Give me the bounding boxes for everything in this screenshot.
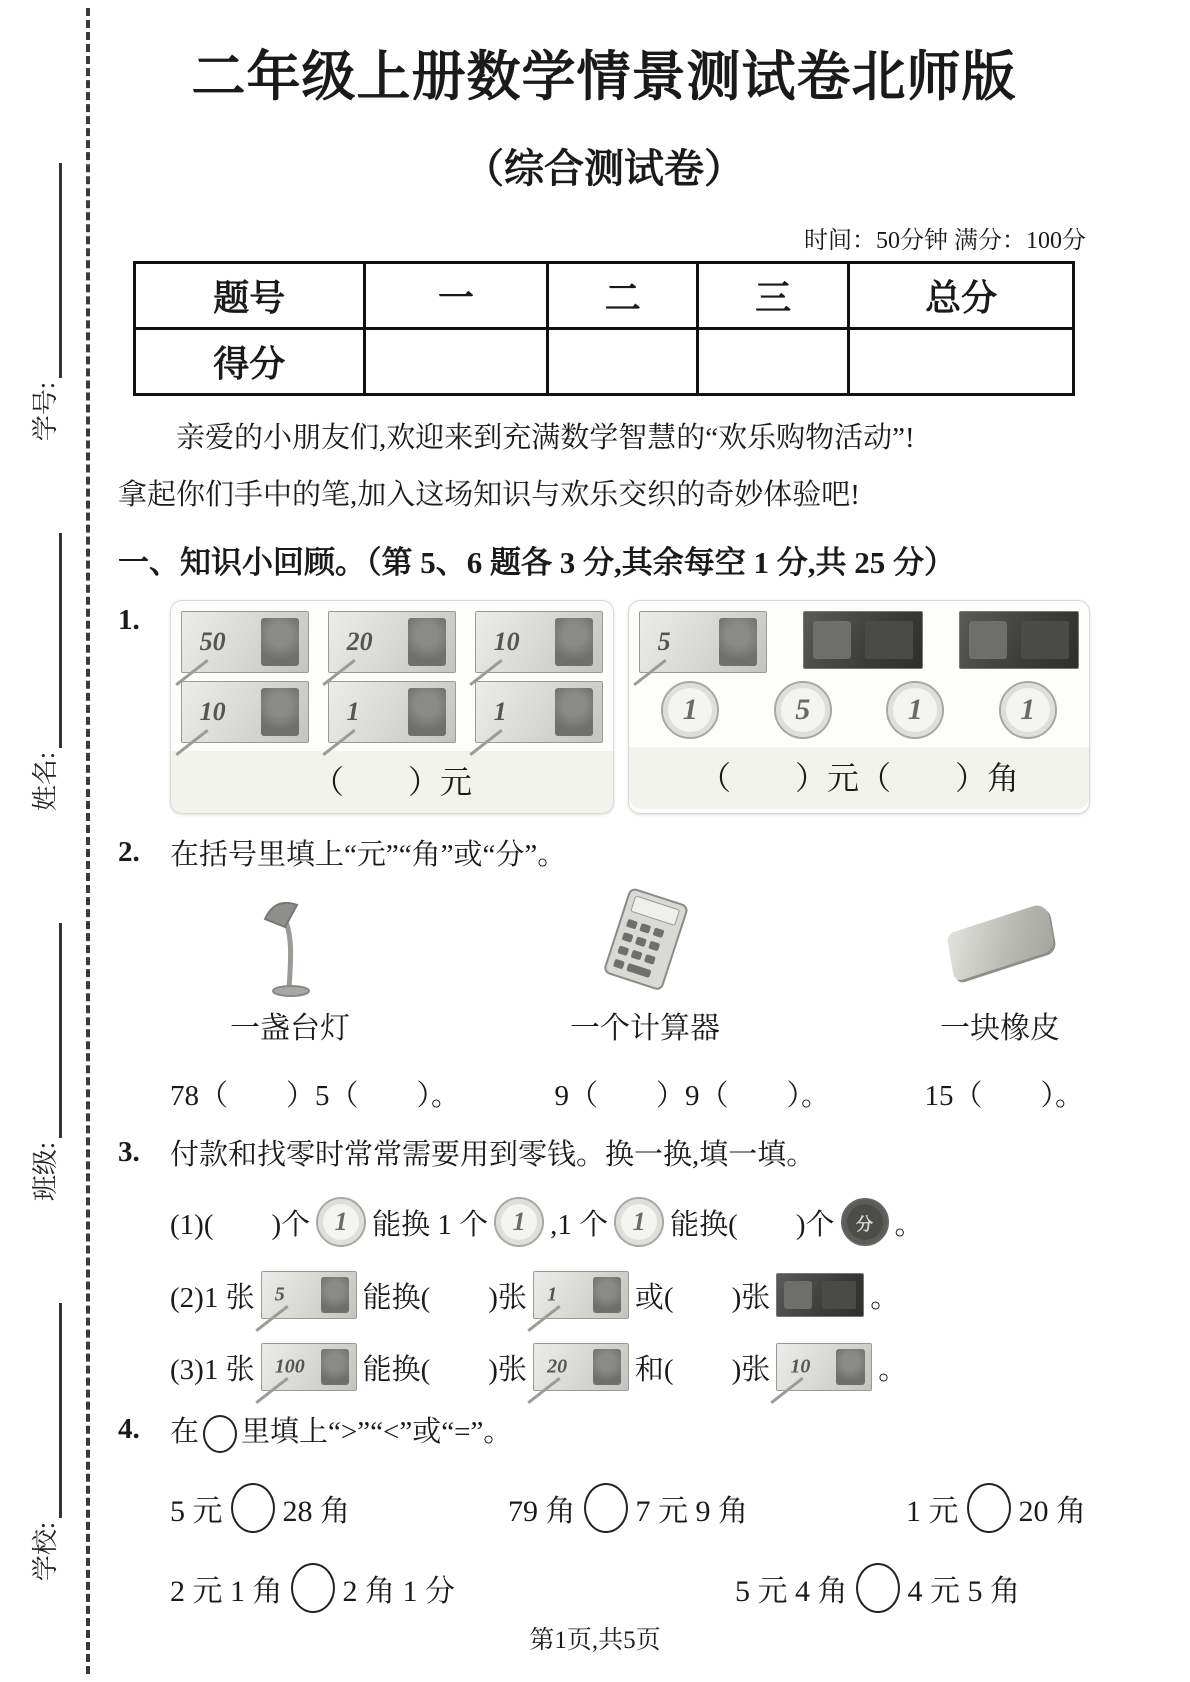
score-header-part2: 二: [548, 263, 698, 329]
q1-left-money-box: [170, 600, 614, 814]
q3-p1-text: 。: [894, 1208, 924, 1241]
q4-c2-left: 79 角: [508, 1495, 576, 1529]
coin-1fen-icon: 分: [841, 1198, 889, 1246]
jiao-banknote-icon: [959, 611, 1079, 669]
banknote-10-icon: 10: [776, 1343, 872, 1391]
q2-blank-lamp[interactable]: 78（ ）5（ ）。: [170, 1080, 461, 1113]
q4-comparison-4: [170, 1563, 455, 1613]
compare-circle-icon: [203, 1415, 237, 1453]
compare-circle-blank[interactable]: [291, 1563, 335, 1613]
question-3-number: 3.: [118, 1136, 140, 1169]
q4-comparison-5: [735, 1563, 1020, 1613]
score-table-header-row: [134, 263, 1074, 329]
q3-p1-text[interactable]: (1)( )个: [170, 1208, 311, 1241]
coin-1jiao-icon: 1: [614, 1197, 664, 1247]
q3-p2-text[interactable]: 能换( )张: [362, 1281, 527, 1314]
desk-lamp-icon: [230, 887, 350, 997]
q3-p3-text[interactable]: 能换( )张: [362, 1353, 527, 1386]
section1-heading: 一、知识小回顾。（第 5、6 题各 3 分,其余每空 1 分,共 25 分）: [118, 545, 955, 581]
student-id-blank[interactable]: [32, 163, 62, 378]
paper-title: 二年级上册数学情景测试卷北师版: [191, 47, 1017, 107]
q4-comparison-1: [170, 1483, 350, 1533]
q4-c2-right: 7 元 9 角: [635, 1495, 748, 1529]
q1-left-answer-blank[interactable]: （ ）元: [171, 751, 613, 813]
q4-c3-right: 20 角: [1018, 1495, 1086, 1529]
coin-5-icon: 5: [774, 681, 832, 739]
banknote-20-icon: 20: [533, 1343, 629, 1391]
compare-circle-blank[interactable]: [856, 1563, 900, 1613]
question-4-number: 4.: [118, 1413, 140, 1446]
q2-item-lamp-label: 一盏台灯: [230, 1012, 350, 1046]
jiao-banknote-icon: [803, 611, 923, 669]
q1-right-money-box: [628, 600, 1090, 814]
paper-main: [118, 0, 1090, 1613]
q3-p2-text[interactable]: 或( )张: [634, 1281, 771, 1314]
q2-blank-eraser[interactable]: 15（ ）。: [924, 1080, 1084, 1113]
score-row-label: 得分: [134, 329, 364, 395]
intro-paragraph: [118, 410, 1090, 523]
q4-text-pre: 在: [170, 1416, 200, 1449]
q3-part-3: [170, 1343, 1090, 1391]
compare-circle-blank[interactable]: [967, 1483, 1011, 1533]
score-header-total: 总分: [848, 263, 1074, 329]
q4-c4-left: 2 元 1 角: [170, 1575, 283, 1609]
jiao-banknote-icon: [776, 1273, 864, 1317]
calculator-icon: [570, 887, 720, 997]
class-blank[interactable]: [32, 923, 62, 1138]
q3-p3-text: (3)1 张: [170, 1353, 255, 1386]
compare-circle-blank[interactable]: [584, 1483, 628, 1533]
q3-p1-text[interactable]: 能换( )个: [670, 1208, 835, 1241]
question-4-text: [170, 1409, 1090, 1453]
question-3: [118, 1132, 1090, 1391]
student-name-field: [22, 472, 62, 872]
question-3-text: 付款和找零时常常需要用到零钱。换一换,填一填。: [170, 1139, 816, 1172]
q4-comparison-2: [508, 1483, 748, 1533]
q4-c1-left: 5 元: [170, 1495, 223, 1529]
banknote-20-icon: 20: [328, 611, 456, 673]
q3-part-2: [170, 1271, 1090, 1319]
q3-p1-text: ,1 个: [550, 1208, 609, 1241]
score-table-score-row: [134, 329, 1074, 395]
score-header-part3: 三: [698, 263, 848, 329]
q4-c4-right: 2 角 1 分: [342, 1575, 455, 1609]
q3-part-1: [170, 1197, 1090, 1247]
coin-1yuan-icon: 1: [494, 1197, 544, 1247]
banknote-5-icon: 5: [639, 611, 767, 673]
q4-comparison-3: [906, 1483, 1086, 1533]
q4-text-post: 里填上“>”“<”或“=”。: [241, 1416, 513, 1449]
q2-item-eraser: [940, 887, 1060, 1047]
banknote-5-icon: 5: [261, 1271, 357, 1319]
question-1: [118, 600, 1090, 814]
time-score-meta: 时间：50分钟 满分：100分: [804, 228, 1086, 254]
score-table: [133, 261, 1076, 396]
score-cell-total[interactable]: [848, 329, 1074, 395]
question-2-text: 在括号里填上“元”“角”或“分”。: [170, 839, 567, 872]
question-2: [118, 832, 1090, 1114]
q4-c3-left: 1 元: [906, 1495, 959, 1529]
score-cell-part3[interactable]: [698, 329, 848, 395]
q1-right-answer-blank[interactable]: （ ）元（ ）角: [629, 747, 1089, 809]
school-label: 学校:: [31, 1521, 60, 1582]
compare-circle-blank[interactable]: [231, 1483, 275, 1533]
paper-subtitle: （综合测试卷）: [464, 146, 744, 191]
eraser-icon: [940, 887, 1060, 997]
banknote-1-icon: 1: [328, 681, 456, 743]
q3-p1-text: 能换 1 个: [372, 1208, 489, 1241]
banknote-10-icon: 10: [475, 611, 603, 673]
score-header-part1: 一: [364, 263, 547, 329]
score-cell-part1[interactable]: [364, 329, 547, 395]
seal-dashed-line: [86, 8, 90, 1674]
q4-c1-right: 28 角: [282, 1495, 350, 1529]
class-label: 班级:: [31, 1141, 60, 1202]
q3-p2-text: 。: [870, 1281, 900, 1314]
student-id-label: 学号:: [31, 381, 60, 442]
banknote-1-icon: 1: [533, 1271, 629, 1319]
student-id-field: [22, 102, 62, 502]
q3-p2-text: (2)1 张: [170, 1281, 255, 1314]
coin-1jiao-icon: 1: [316, 1197, 366, 1247]
coin-1-icon: 1: [886, 681, 944, 739]
banknote-100-icon: 100: [261, 1343, 357, 1391]
q2-item-calculator: [570, 887, 720, 1047]
q4-c5-right: 4 元 5 角: [907, 1575, 1020, 1609]
coin-1-icon: 1: [661, 681, 719, 739]
banknote-10-icon: 10: [181, 681, 309, 743]
student-name-blank[interactable]: [32, 533, 62, 748]
question-4: [118, 1409, 1090, 1613]
q2-blank-calculator[interactable]: 9（ ）9（ ）。: [554, 1080, 830, 1113]
q2-item-lamp: [230, 887, 350, 1047]
student-name-label: 姓名:: [31, 751, 60, 812]
school-field: [22, 1242, 62, 1642]
q3-p3-text[interactable]: 和( )张: [634, 1353, 771, 1386]
class-field: [22, 862, 62, 1262]
banknote-50-icon: 50: [181, 611, 309, 673]
q4-c5-left: 5 元 4 角: [735, 1575, 848, 1609]
intro-line-1: 亲爱的小朋友们,欢迎来到充满数学智慧的“欢乐购物活动”!: [176, 422, 915, 454]
q2-item-eraser-label: 一块橡皮: [940, 1012, 1060, 1046]
q2-item-calculator-label: 一个计算器: [570, 1012, 720, 1046]
q3-p3-text: 。: [878, 1353, 908, 1386]
coin-1-icon: 1: [999, 681, 1057, 739]
question-1-number: 1.: [118, 604, 140, 637]
intro-line-2: 拿起你们手中的笔,加入这场知识与欢乐交织的奇妙体验吧!: [118, 478, 860, 511]
school-blank[interactable]: [32, 1303, 62, 1518]
page-footer: 第1页,共5页: [529, 1627, 661, 1654]
score-cell-part2[interactable]: [548, 329, 698, 395]
banknote-1-icon: 1: [475, 681, 603, 743]
question-2-number: 2.: [118, 836, 140, 869]
score-header-question: 题号: [134, 263, 364, 329]
